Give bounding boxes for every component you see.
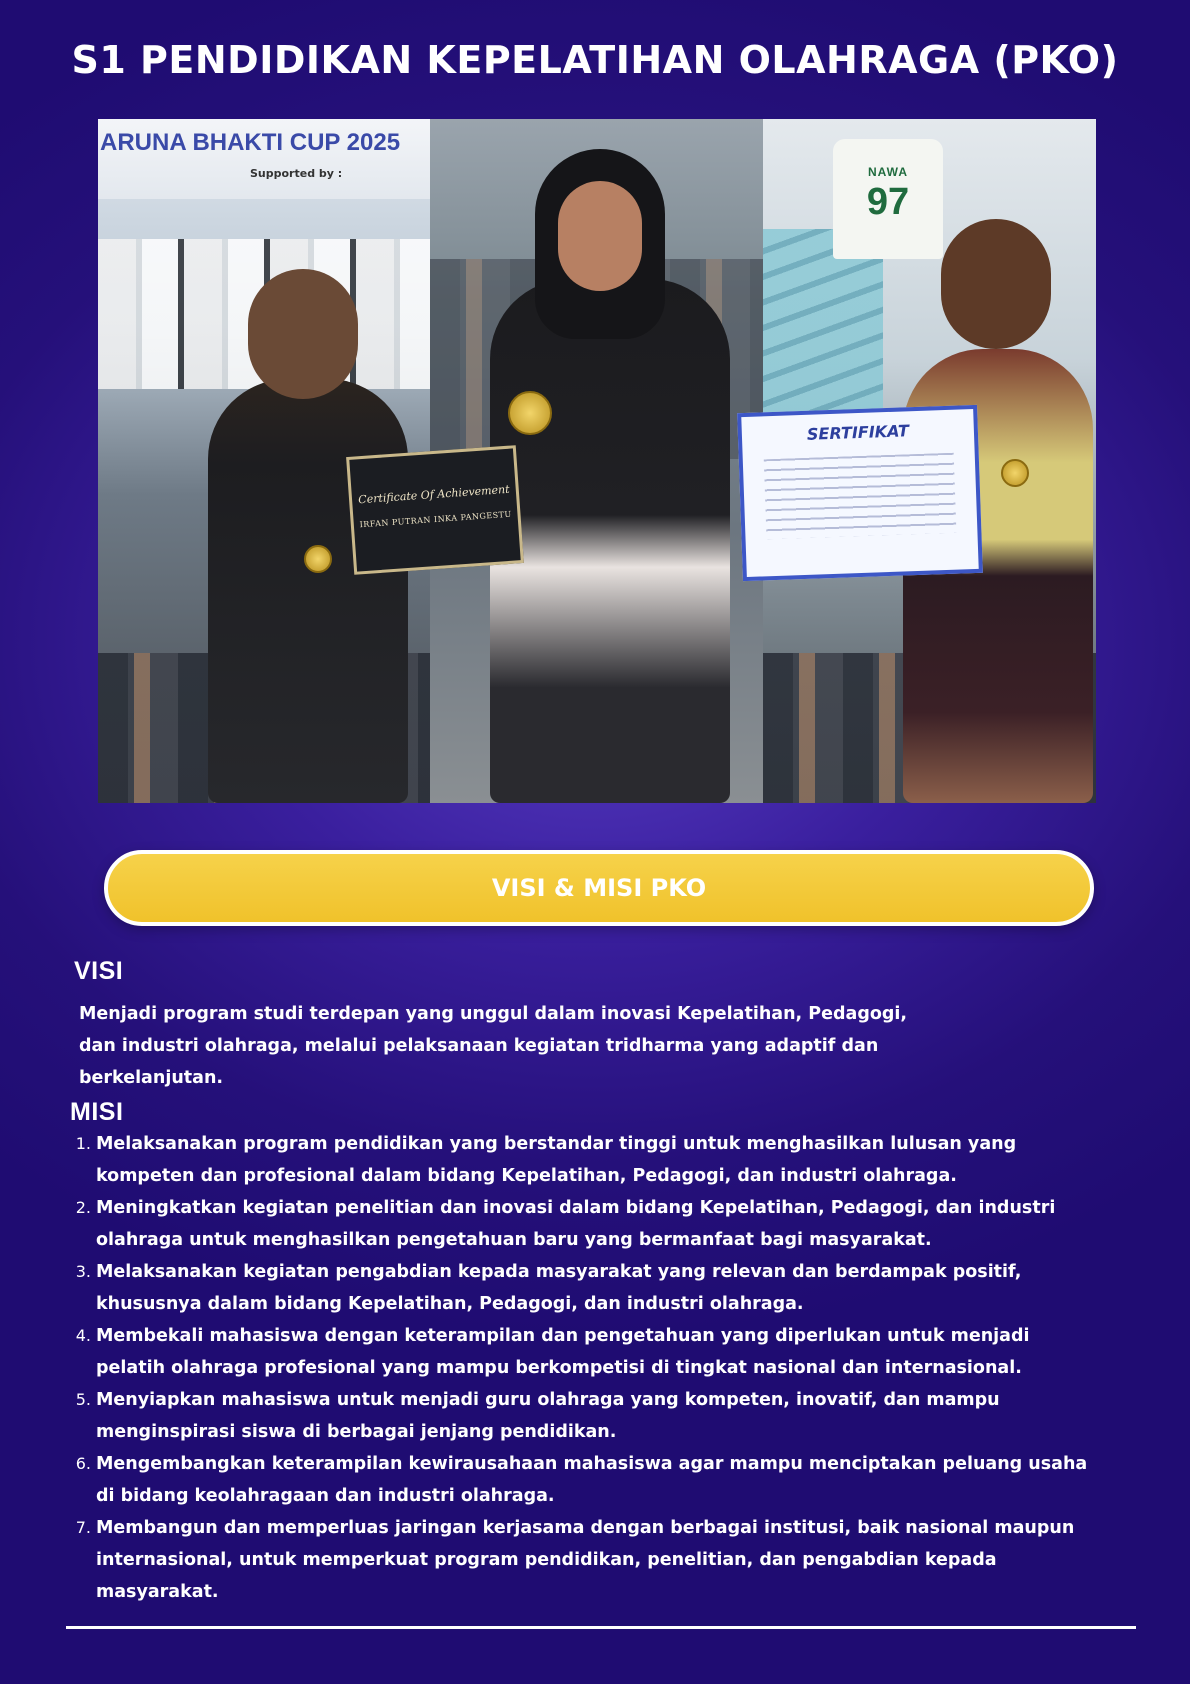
visi-line: dan industri olahraga, melalui pelaksanaan kegiatan tridharma yang adaptif dan [79, 1036, 879, 1056]
misi-number: 1. [75, 1134, 91, 1153]
misi-item [68, 1512, 1148, 1608]
medal-icon [508, 391, 552, 435]
misi-heading: MISI [70, 1098, 124, 1126]
misi-item [68, 1256, 1148, 1320]
misi-number: 2. [75, 1198, 91, 1217]
misi-line: menginspirasi siswa di berbagai jenjang pendidikan. [96, 1422, 617, 1442]
misi-line: Melaksanakan kegiatan pengabdian kepada masyarakat yang relevan dan berdampak positif, [96, 1262, 1022, 1282]
misi-item [68, 1320, 1148, 1384]
jersey-photo [833, 139, 943, 259]
misi-item [68, 1384, 1148, 1448]
athlete-figure [208, 379, 408, 803]
misi-line: khususnya dalam bidang Kepelatihan, Pedagogi, dan industri olahraga. [96, 1294, 804, 1314]
misi-item [68, 1128, 1148, 1192]
misi-line: Membekali mahasiswa dengan keterampilan dan pengetahuan yang diperlukan untuk menjadi [96, 1326, 1030, 1346]
photo-collage [98, 119, 1096, 803]
misi-line: Melaksanakan program pendidikan yang berstandar tinggi untuk menghasilkan lulusan yang [96, 1134, 1017, 1154]
page-title: S1 PENDIDIKAN KEPELATIHAN OLAHRAGA (PKO) [71, 38, 1119, 82]
misi-line: Meningkatkan kegiatan penelitian dan inovasi dalam bidang Kepelatihan, Pedagogi, dan industri [96, 1198, 1056, 1218]
medal-icon [304, 545, 332, 573]
misi-item [68, 1192, 1148, 1256]
visi-misi-banner: VISI & MISI PKO [104, 850, 1094, 926]
jersey-name: NAWA [868, 165, 908, 179]
misi-line: pelatih olahraga profesional yang mampu berkompetisi di tingkat nasional dan internasional. [96, 1358, 1022, 1378]
visi-line: berkelanjutan. [79, 1068, 224, 1088]
visi-text [79, 998, 1009, 1094]
jersey-number: 97 [866, 181, 910, 223]
athlete-head [248, 269, 358, 399]
misi-line: kompeten dan profesional dalam bidang Kepelatihan, Pedagogi, dan industri olahraga. [96, 1166, 957, 1186]
certificate-recipient: IRFAN PUTRAN INKA PANGESTU [359, 509, 512, 530]
misi-line: di bidang keolahragaan dan industri olahraga. [96, 1486, 555, 1506]
misi-line: internasional, untuk memperkuat program pendidikan, penelitian, dan pengabdian kepada [96, 1550, 997, 1570]
misi-list [68, 1128, 1148, 1608]
athlete-figure [490, 279, 730, 803]
misi-item [68, 1448, 1148, 1512]
certificate-body-lines [764, 453, 957, 540]
certificate-title: Certificate Of Achievement [357, 482, 510, 507]
misi-line: Membangun dan memperluas jaringan kerjasama dengan berbagai institusi, baik nasional maupun [96, 1518, 1075, 1538]
misi-line: masyarakat. [96, 1582, 219, 1602]
athlete-face [558, 181, 642, 291]
fighter-head [941, 219, 1051, 349]
visi-line: Menjadi program studi terdepan yang unggul dalam inovasi Kepelatihan, Pedagogi, [79, 1004, 908, 1024]
certificate-sertifikat [737, 405, 983, 581]
stadium-seats [763, 229, 883, 429]
visi-heading: VISI [74, 957, 124, 985]
misi-number: 3. [75, 1262, 91, 1281]
event-banner-text: ARUNA BHAKTI CUP 2025 [98, 119, 430, 199]
bottom-divider [66, 1626, 1136, 1629]
misi-number: 4. [75, 1326, 91, 1345]
event-supported-text: Supported by : [250, 167, 343, 180]
misi-number: 7. [75, 1518, 91, 1537]
misi-line: Menyiapkan mahasiswa untuk menjadi guru olahraga yang kompeten, inovatif, dan mampu [96, 1390, 1000, 1410]
misi-line: Mengembangkan keterampilan kewirausahaan mahasiswa agar mampu menciptakan peluang usaha [96, 1454, 1088, 1474]
medal-icon [1001, 459, 1029, 487]
misi-number: 6. [75, 1454, 91, 1473]
misi-line: olahraga untuk menghasilkan pengetahuan baru yang bermanfaat bagi masyarakat. [96, 1230, 932, 1250]
certificate-title: SERTIFIKAT [806, 421, 910, 444]
certificate-achievement [346, 445, 524, 575]
misi-number: 5. [75, 1390, 91, 1409]
